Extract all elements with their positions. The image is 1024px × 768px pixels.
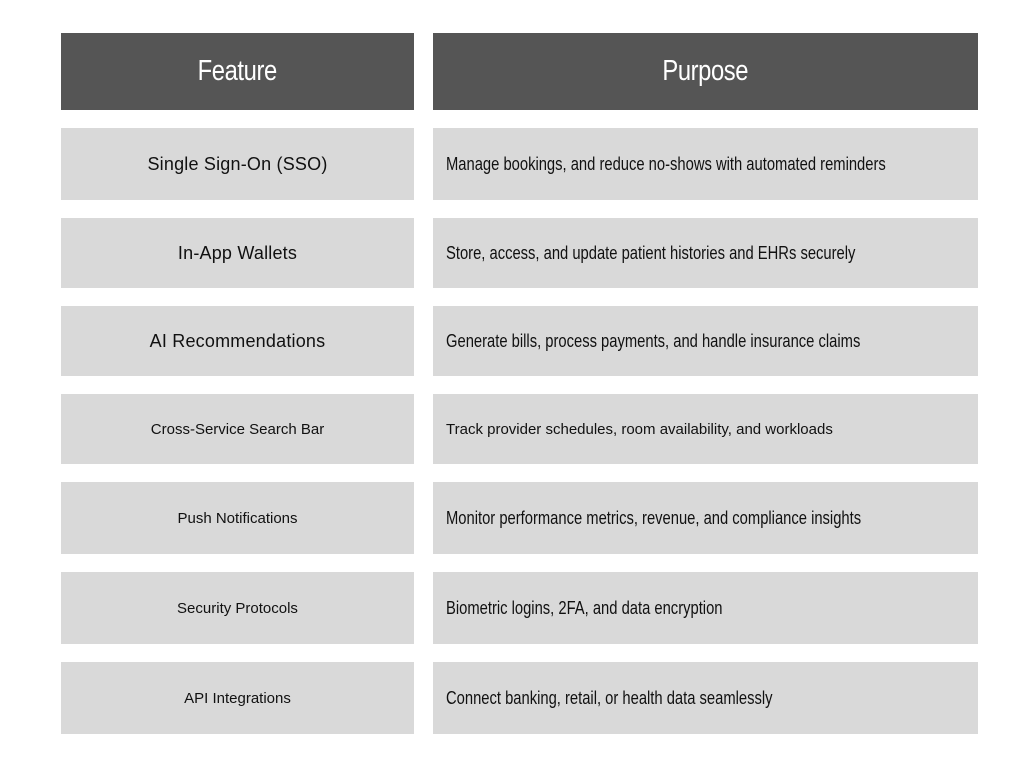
table-row-feature — [61, 482, 414, 554]
table-row-purpose — [433, 218, 978, 288]
table-row-purpose — [433, 572, 978, 644]
table-row-feature — [61, 394, 414, 464]
purpose-label: Generate bills, process payments, and handle insurance claims — [446, 330, 861, 351]
purpose-label: Track provider schedules, room availability, and workloads — [446, 420, 833, 438]
table-row-purpose — [433, 128, 978, 200]
header-purpose — [433, 33, 978, 110]
feature-label: Push Notifications — [177, 509, 298, 527]
table-row-purpose — [433, 306, 978, 376]
feature-label: Security Protocols — [177, 599, 298, 617]
table-row-feature — [61, 218, 414, 288]
feature-label: API Integrations — [184, 689, 291, 707]
table-row-feature — [61, 128, 414, 200]
feature-label: AI Recommendations — [149, 330, 326, 351]
purpose-label: Biometric logins, 2FA, and data encryption — [446, 597, 723, 618]
table-row-purpose — [433, 482, 978, 554]
feature-label: In-App Wallets — [177, 242, 298, 263]
header-feature — [61, 33, 414, 110]
header-feature-label: Feature — [197, 55, 278, 87]
table-row-feature — [61, 662, 414, 734]
purpose-label: Connect banking, retail, or health data seamlessly — [446, 687, 773, 708]
purpose-label: Monitor performance metrics, revenue, and compliance insights — [446, 507, 862, 528]
purpose-label: Manage bookings, and reduce no-shows with automated reminders — [446, 153, 886, 174]
feature-label: Cross-Service Search Bar — [150, 420, 325, 438]
table-row-purpose — [433, 394, 978, 464]
table-row-purpose — [433, 662, 978, 734]
purpose-label: Store, access, and update patient histories and EHRs securely — [446, 242, 856, 263]
table-row-feature — [61, 572, 414, 644]
feature-label: Single Sign-On (SSO) — [147, 153, 328, 174]
header-purpose-label: Purpose — [662, 55, 749, 87]
table-row-feature — [61, 306, 414, 376]
